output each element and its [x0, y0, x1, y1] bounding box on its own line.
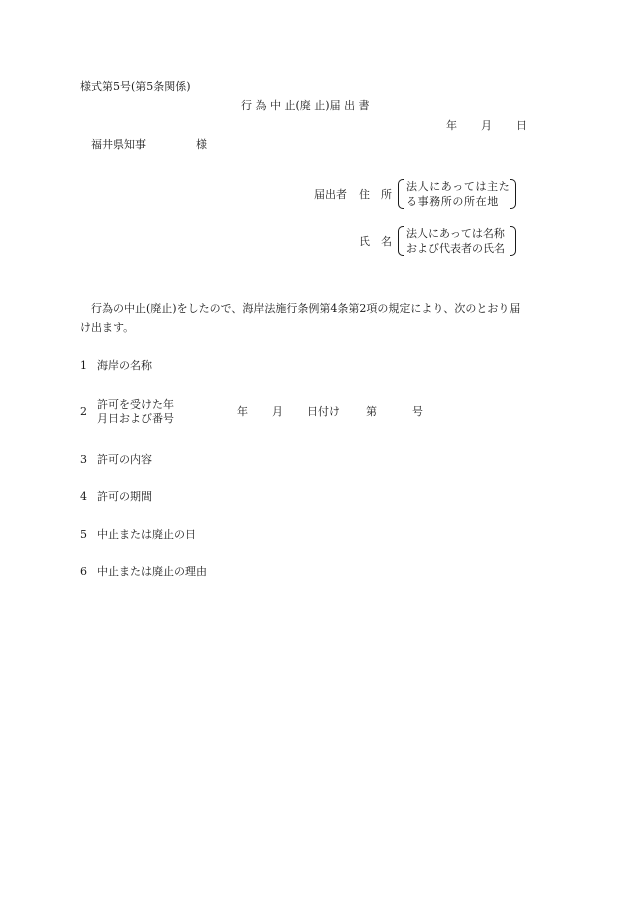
- date-year-label: 年: [446, 119, 457, 132]
- item-4-number: 4: [80, 490, 87, 503]
- body-text-line1: 行為の中止(廃止)をしたので、海岸法施行条例第4条第2項の規定により、次のとおり届: [91, 302, 521, 315]
- form-number: 様式第5号(第5条関係): [80, 80, 191, 93]
- item-3-label: 許可の内容: [97, 453, 152, 466]
- item-5-label: 中止または廃止の日: [97, 528, 196, 541]
- item-2-month: 月: [272, 405, 283, 418]
- date-month-label: 月: [481, 119, 492, 132]
- honorific: 様: [196, 138, 207, 151]
- address-note-line2: る事務所の所在地: [406, 195, 499, 208]
- date-day-label: 日: [516, 119, 527, 132]
- name-note-bracket: [398, 226, 516, 256]
- address-note-bracket: [398, 179, 516, 209]
- address-label: 住 所: [359, 188, 392, 201]
- body-text-line2: け出ます。: [80, 321, 135, 334]
- item-2-number: 2: [80, 405, 87, 418]
- item-2-go: 号: [412, 405, 423, 418]
- item-2-dated: 日付け: [307, 405, 340, 418]
- item-2-dai: 第: [366, 405, 377, 418]
- name-note-line1: 法人にあっては名称: [406, 227, 505, 240]
- item-4-label: 許可の期間: [97, 490, 152, 503]
- address-note-line1: 法人にあっては主た: [406, 180, 511, 193]
- item-6-label: 中止または廃止の理由: [97, 565, 207, 578]
- addressee: 福井県知事: [91, 138, 146, 151]
- item-2-year: 年: [237, 405, 248, 418]
- item-3-number: 3: [80, 453, 87, 466]
- item-6-number: 6: [80, 565, 87, 578]
- name-note-line2: および代表者の氏名: [406, 242, 505, 255]
- item-5-number: 5: [80, 528, 87, 541]
- applicant-label: 届出者: [314, 188, 347, 201]
- item-1-number: 1: [80, 359, 87, 372]
- item-1-label: 海岸の名称: [97, 359, 152, 372]
- document-title: 行 為 中 止(廃 止)届 出 書: [241, 99, 370, 112]
- name-label: 氏 名: [359, 235, 392, 248]
- item-2-label-line2: 月日および番号: [97, 412, 174, 425]
- item-2-label-line1: 許可を受けた年: [97, 398, 174, 411]
